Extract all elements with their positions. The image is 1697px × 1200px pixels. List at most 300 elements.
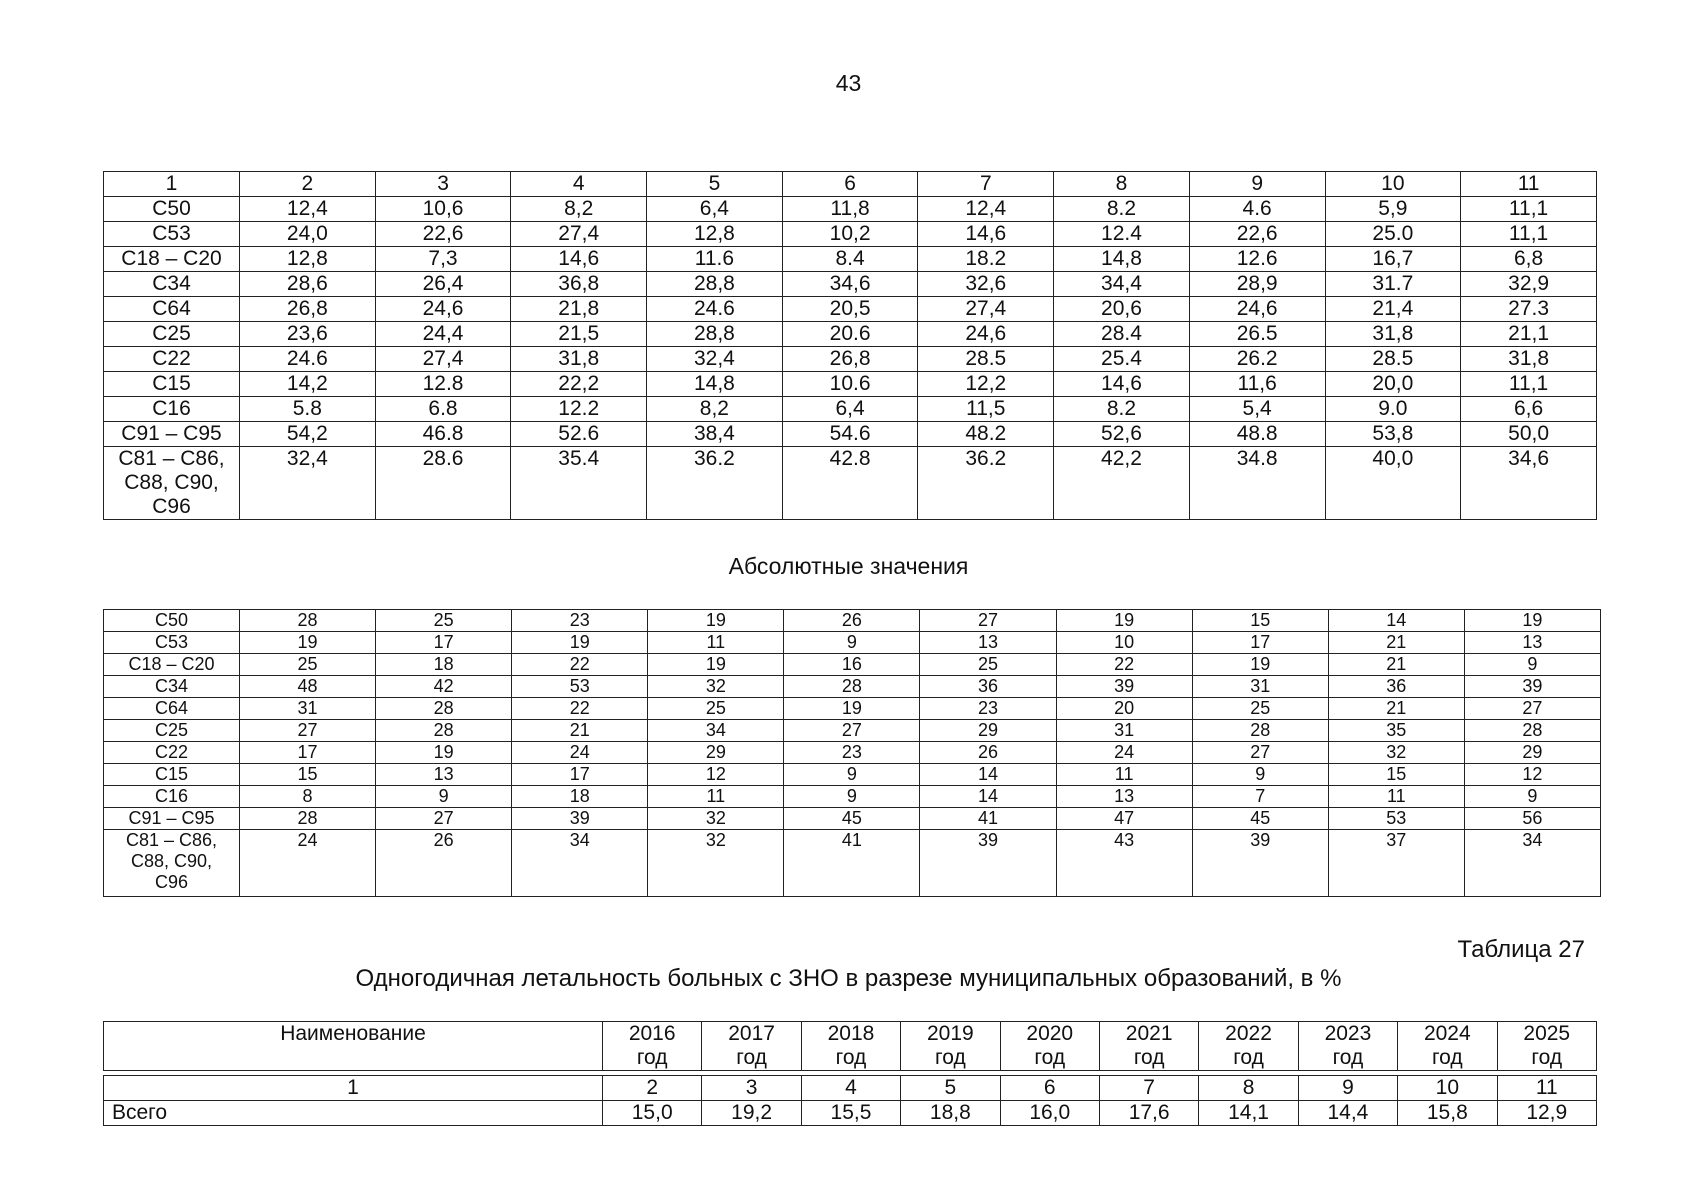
value-cell: 23 bbox=[512, 610, 648, 632]
value-cell: 24,0 bbox=[240, 222, 376, 247]
column-number-cell: 1 bbox=[104, 1076, 603, 1101]
value-cell: 27 bbox=[1464, 698, 1600, 720]
value-cell: 16,0 bbox=[1000, 1101, 1099, 1126]
value-cell: 6,4 bbox=[647, 197, 783, 222]
value-cell: 27,4 bbox=[375, 347, 511, 372]
value-cell: 17,6 bbox=[1099, 1101, 1198, 1126]
value-cell: 28,8 bbox=[647, 272, 783, 297]
value-cell: 6,8 bbox=[1461, 247, 1597, 272]
value-cell: 10,2 bbox=[782, 222, 918, 247]
header-row bbox=[104, 1022, 1597, 1071]
column-number-cell: 11 bbox=[1497, 1076, 1596, 1101]
row-label-cell: C34 bbox=[104, 676, 240, 698]
value-cell: 37 bbox=[1328, 830, 1464, 897]
value-cell: 48.2 bbox=[918, 422, 1054, 447]
value-cell: 14,8 bbox=[647, 372, 783, 397]
value-cell: 12,2 bbox=[918, 372, 1054, 397]
table-row bbox=[104, 422, 1597, 447]
value-cell: 8,2 bbox=[647, 397, 783, 422]
value-cell: 54,2 bbox=[240, 422, 376, 447]
value-cell: 26,4 bbox=[375, 272, 511, 297]
value-cell: 16,7 bbox=[1325, 247, 1461, 272]
value-cell: 42,2 bbox=[1054, 447, 1190, 520]
value-cell: 52,6 bbox=[1054, 422, 1190, 447]
value-cell: 31,8 bbox=[1325, 322, 1461, 347]
value-cell: 15,5 bbox=[801, 1101, 900, 1126]
value-cell: 28,9 bbox=[1189, 272, 1325, 297]
value-cell: 20.6 bbox=[782, 322, 918, 347]
value-cell: 32 bbox=[648, 676, 784, 698]
value-cell: 12.8 bbox=[375, 372, 511, 397]
value-cell: 11,5 bbox=[918, 397, 1054, 422]
row-label-cell: C16 bbox=[104, 786, 240, 808]
value-cell: 14,2 bbox=[240, 372, 376, 397]
column-number-cell: 9 bbox=[1189, 172, 1325, 197]
value-cell: 11.6 bbox=[647, 247, 783, 272]
value-cell: 19 bbox=[1056, 610, 1192, 632]
value-cell: 28 bbox=[376, 698, 512, 720]
value-cell: 36 bbox=[920, 676, 1056, 698]
value-cell: 32,4 bbox=[240, 447, 376, 520]
column-number-cell: 6 bbox=[782, 172, 918, 197]
value-cell: 12.2 bbox=[511, 397, 647, 422]
row-label-cell: C81 – C86, C88, C90, C96 bbox=[104, 830, 240, 897]
value-cell: 24,4 bbox=[375, 322, 511, 347]
value-cell: 21 bbox=[1328, 632, 1464, 654]
table-row bbox=[104, 698, 1601, 720]
value-cell: 14,8 bbox=[1054, 247, 1190, 272]
value-cell: 28 bbox=[240, 610, 376, 632]
value-cell: 34 bbox=[512, 830, 648, 897]
value-cell: 16 bbox=[784, 654, 920, 676]
table-row bbox=[104, 222, 1597, 247]
value-cell: 32 bbox=[1328, 742, 1464, 764]
value-cell: 48.8 bbox=[1189, 422, 1325, 447]
value-cell: 14,1 bbox=[1199, 1101, 1298, 1126]
value-cell: 24.6 bbox=[647, 297, 783, 322]
value-cell: 19 bbox=[240, 632, 376, 654]
row-label-cell: C16 bbox=[104, 397, 240, 422]
value-cell: 32 bbox=[648, 808, 784, 830]
value-cell: 41 bbox=[784, 830, 920, 897]
value-cell: 11,6 bbox=[1189, 372, 1325, 397]
column-number-cell: 5 bbox=[901, 1076, 1000, 1101]
value-cell: 25.4 bbox=[1054, 347, 1190, 372]
year-header-cell: 2016 год bbox=[603, 1022, 702, 1071]
value-cell: 34 bbox=[1464, 830, 1600, 897]
value-cell: 14,6 bbox=[918, 222, 1054, 247]
table-row bbox=[104, 272, 1597, 297]
value-cell: 26 bbox=[784, 610, 920, 632]
value-cell: 34.8 bbox=[1189, 447, 1325, 520]
value-cell: 5.8 bbox=[240, 397, 376, 422]
column-number-cell: 11 bbox=[1461, 172, 1597, 197]
table-row bbox=[104, 197, 1597, 222]
value-cell: 14,4 bbox=[1298, 1101, 1397, 1126]
column-number-row bbox=[104, 172, 1597, 197]
value-cell: 11 bbox=[648, 786, 784, 808]
row-label-cell: C53 bbox=[104, 632, 240, 654]
value-cell: 24,6 bbox=[918, 322, 1054, 347]
value-cell: 9 bbox=[1192, 764, 1328, 786]
value-cell: 50,0 bbox=[1461, 422, 1597, 447]
value-cell: 31,8 bbox=[511, 347, 647, 372]
value-cell: 26 bbox=[376, 830, 512, 897]
value-cell: 6,6 bbox=[1461, 397, 1597, 422]
value-cell: 8 bbox=[240, 786, 376, 808]
value-cell: 35.4 bbox=[511, 447, 647, 520]
value-cell: 22 bbox=[512, 654, 648, 676]
value-cell: 36.2 bbox=[647, 447, 783, 520]
value-cell: 34 bbox=[648, 720, 784, 742]
value-cell: 12.4 bbox=[1054, 222, 1190, 247]
value-cell: 26 bbox=[920, 742, 1056, 764]
column-number-cell: 9 bbox=[1298, 1076, 1397, 1101]
value-cell: 14 bbox=[920, 786, 1056, 808]
value-cell: 43 bbox=[1056, 830, 1192, 897]
value-cell: 53 bbox=[512, 676, 648, 698]
lethality-table bbox=[103, 1021, 1597, 1126]
value-cell: 21,4 bbox=[1325, 297, 1461, 322]
year-header-cell: 2019 год bbox=[901, 1022, 1000, 1071]
value-cell: 14 bbox=[920, 764, 1056, 786]
value-cell: 18,8 bbox=[901, 1101, 1000, 1126]
row-label-cell: C91 – C95 bbox=[104, 808, 240, 830]
value-cell: 29 bbox=[1464, 742, 1600, 764]
value-cell: 11 bbox=[1328, 786, 1464, 808]
column-number-cell: 7 bbox=[1099, 1076, 1198, 1101]
value-cell: 9 bbox=[1464, 654, 1600, 676]
column-number-cell: 1 bbox=[104, 172, 240, 197]
value-cell: 5,9 bbox=[1325, 197, 1461, 222]
value-cell: 13 bbox=[1464, 632, 1600, 654]
row-label-cell: C64 bbox=[104, 698, 240, 720]
value-cell: 28,8 bbox=[647, 322, 783, 347]
row-label-cell: C22 bbox=[104, 742, 240, 764]
year-header-cell: 2024 год bbox=[1398, 1022, 1497, 1071]
value-cell: 38,4 bbox=[647, 422, 783, 447]
value-cell: 19 bbox=[784, 698, 920, 720]
value-cell: 21 bbox=[1328, 698, 1464, 720]
value-cell: 9 bbox=[1464, 786, 1600, 808]
value-cell: 25.0 bbox=[1325, 222, 1461, 247]
value-cell: 34,6 bbox=[1461, 447, 1597, 520]
value-cell: 9 bbox=[376, 786, 512, 808]
row-label-cell: C81 – C86, C88, C90, C96 bbox=[104, 447, 240, 520]
value-cell: 19 bbox=[376, 742, 512, 764]
year-header-cell: 2017 год bbox=[702, 1022, 801, 1071]
value-cell: 17 bbox=[240, 742, 376, 764]
value-cell: 26.2 bbox=[1189, 347, 1325, 372]
value-cell: 54.6 bbox=[782, 422, 918, 447]
value-cell: 28 bbox=[376, 720, 512, 742]
page-number: 43 bbox=[835, 70, 862, 96]
value-cell: 10.6 bbox=[782, 372, 918, 397]
value-cell: 7 bbox=[1192, 786, 1328, 808]
value-cell: 27 bbox=[376, 808, 512, 830]
value-cell: 17 bbox=[376, 632, 512, 654]
value-cell: 22 bbox=[512, 698, 648, 720]
value-cell: 19 bbox=[1192, 654, 1328, 676]
value-cell: 25 bbox=[648, 698, 784, 720]
row-label-cell: C15 bbox=[104, 372, 240, 397]
value-cell: 25 bbox=[376, 610, 512, 632]
value-cell: 27 bbox=[240, 720, 376, 742]
value-cell: 15,8 bbox=[1398, 1101, 1497, 1126]
value-cell: 21,8 bbox=[511, 297, 647, 322]
value-cell: 31,8 bbox=[1461, 347, 1597, 372]
value-cell: 8.2 bbox=[1054, 197, 1190, 222]
row-label-cell: C18 – C20 bbox=[104, 654, 240, 676]
value-cell: 15 bbox=[1328, 764, 1464, 786]
value-cell: 31 bbox=[240, 698, 376, 720]
value-cell: 32 bbox=[648, 830, 784, 897]
value-cell: 34,6 bbox=[782, 272, 918, 297]
value-cell: 5,4 bbox=[1189, 397, 1325, 422]
value-cell: 21,5 bbox=[511, 322, 647, 347]
column-number-cell: 5 bbox=[647, 172, 783, 197]
table-row bbox=[104, 808, 1601, 830]
row-label-cell: C18 – C20 bbox=[104, 247, 240, 272]
value-cell: 10 bbox=[1056, 632, 1192, 654]
column-number-cell: 3 bbox=[702, 1076, 801, 1101]
table-row bbox=[104, 654, 1601, 676]
value-cell: 23 bbox=[784, 742, 920, 764]
value-cell: 19,2 bbox=[702, 1101, 801, 1126]
value-cell: 28.4 bbox=[1054, 322, 1190, 347]
value-cell: 32,6 bbox=[918, 272, 1054, 297]
value-cell: 9.0 bbox=[1325, 397, 1461, 422]
value-cell: 11 bbox=[648, 632, 784, 654]
value-cell: 39 bbox=[920, 830, 1056, 897]
value-cell: 22,6 bbox=[375, 222, 511, 247]
value-cell: 28 bbox=[784, 676, 920, 698]
value-cell: 22 bbox=[1056, 654, 1192, 676]
value-cell: 25 bbox=[240, 654, 376, 676]
table-row bbox=[104, 297, 1597, 322]
table-row bbox=[104, 610, 1601, 632]
column-number-cell: 8 bbox=[1054, 172, 1190, 197]
value-cell: 4.6 bbox=[1189, 197, 1325, 222]
value-cell: 23 bbox=[920, 698, 1056, 720]
year-header-cell: 2022 год bbox=[1199, 1022, 1298, 1071]
row-label-cell: C15 bbox=[104, 764, 240, 786]
value-cell: 34,4 bbox=[1054, 272, 1190, 297]
value-cell: 9 bbox=[784, 786, 920, 808]
value-cell: 48 bbox=[240, 676, 376, 698]
value-cell: 21,1 bbox=[1461, 322, 1597, 347]
year-header-cell: 2025 год bbox=[1497, 1022, 1596, 1071]
row-label-cell: C50 bbox=[104, 197, 240, 222]
value-cell: 29 bbox=[648, 742, 784, 764]
value-cell: 27.3 bbox=[1461, 297, 1597, 322]
value-cell: 27 bbox=[1192, 742, 1328, 764]
value-cell: 53 bbox=[1328, 808, 1464, 830]
row-label-cell: C50 bbox=[104, 610, 240, 632]
value-cell: 20,5 bbox=[782, 297, 918, 322]
value-cell: 7,3 bbox=[375, 247, 511, 272]
value-cell: 39 bbox=[1192, 830, 1328, 897]
table-row bbox=[104, 1101, 1597, 1126]
column-number-row bbox=[104, 1076, 1597, 1101]
value-cell: 31 bbox=[1056, 720, 1192, 742]
value-cell: 11 bbox=[1056, 764, 1192, 786]
value-cell: 11,1 bbox=[1461, 222, 1597, 247]
column-number-cell: 7 bbox=[918, 172, 1054, 197]
table-row bbox=[104, 347, 1597, 372]
value-cell: 18.2 bbox=[918, 247, 1054, 272]
row-label-cell: C22 bbox=[104, 347, 240, 372]
value-cell: 12 bbox=[648, 764, 784, 786]
lethality-table-title: Одногодичная летальность больных с ЗНО в разрезе муниципальных образований, в % bbox=[355, 965, 1342, 992]
row-label-cell: C25 bbox=[104, 720, 240, 742]
column-number-cell: 8 bbox=[1199, 1076, 1298, 1101]
row-label-cell: C64 bbox=[104, 297, 240, 322]
value-cell: 17 bbox=[512, 764, 648, 786]
value-cell: 13 bbox=[920, 632, 1056, 654]
table-row bbox=[104, 632, 1601, 654]
column-number-cell: 2 bbox=[240, 172, 376, 197]
column-number-cell: 10 bbox=[1325, 172, 1461, 197]
value-cell: 9 bbox=[784, 764, 920, 786]
column-number-cell: 4 bbox=[511, 172, 647, 197]
value-cell: 24.6 bbox=[240, 347, 376, 372]
value-cell: 52.6 bbox=[511, 422, 647, 447]
value-cell: 28.6 bbox=[375, 447, 511, 520]
table-row bbox=[104, 372, 1597, 397]
row-label-cell: C34 bbox=[104, 272, 240, 297]
value-cell: 42 bbox=[376, 676, 512, 698]
value-cell: 19 bbox=[512, 632, 648, 654]
value-cell: 18 bbox=[512, 786, 648, 808]
value-cell: 12,8 bbox=[647, 222, 783, 247]
value-cell: 29 bbox=[920, 720, 1056, 742]
value-cell: 24 bbox=[512, 742, 648, 764]
value-cell: 11,1 bbox=[1461, 197, 1597, 222]
value-cell: 12 bbox=[1464, 764, 1600, 786]
value-cell: 25 bbox=[920, 654, 1056, 676]
column-number-cell: 2 bbox=[603, 1076, 702, 1101]
value-cell: 24,6 bbox=[375, 297, 511, 322]
value-cell: 28 bbox=[1464, 720, 1600, 742]
value-cell: 15 bbox=[1192, 610, 1328, 632]
value-cell: 28.5 bbox=[918, 347, 1054, 372]
table-row bbox=[104, 447, 1597, 520]
value-cell: 12,4 bbox=[918, 197, 1054, 222]
value-cell: 21 bbox=[1328, 654, 1464, 676]
value-cell: 28,6 bbox=[240, 272, 376, 297]
absolute-values-title: Абсолютные значения bbox=[728, 553, 969, 579]
value-cell: 24 bbox=[1056, 742, 1192, 764]
value-cell: 6,4 bbox=[782, 397, 918, 422]
value-cell: 36.2 bbox=[918, 447, 1054, 520]
value-cell: 8.2 bbox=[1054, 397, 1190, 422]
value-cell: 24 bbox=[240, 830, 376, 897]
year-header-cell: 2020 год bbox=[1000, 1022, 1099, 1071]
value-cell: 39 bbox=[1464, 676, 1600, 698]
value-cell: 20 bbox=[1056, 698, 1192, 720]
table-number: Таблица 27 bbox=[1457, 936, 1585, 963]
table-row bbox=[104, 676, 1601, 698]
value-cell: 47 bbox=[1056, 808, 1192, 830]
value-cell: 15,0 bbox=[603, 1101, 702, 1126]
column-number-cell: 10 bbox=[1398, 1076, 1497, 1101]
value-cell: 14 bbox=[1328, 610, 1464, 632]
column-number-cell: 3 bbox=[375, 172, 511, 197]
value-cell: 39 bbox=[512, 808, 648, 830]
rates-table bbox=[103, 171, 1597, 520]
value-cell: 12.6 bbox=[1189, 247, 1325, 272]
value-cell: 32,4 bbox=[647, 347, 783, 372]
value-cell: 18 bbox=[376, 654, 512, 676]
value-cell: 19 bbox=[648, 610, 784, 632]
table-row bbox=[104, 786, 1601, 808]
value-cell: 27,4 bbox=[918, 297, 1054, 322]
value-cell: 36,8 bbox=[511, 272, 647, 297]
value-cell: 8,2 bbox=[511, 197, 647, 222]
table-row bbox=[104, 764, 1601, 786]
value-cell: 28.5 bbox=[1325, 347, 1461, 372]
value-cell: 22,2 bbox=[511, 372, 647, 397]
value-cell: 32,9 bbox=[1461, 272, 1597, 297]
value-cell: 28 bbox=[240, 808, 376, 830]
value-cell: 26.5 bbox=[1189, 322, 1325, 347]
value-cell: 19 bbox=[1464, 610, 1600, 632]
value-cell: 27 bbox=[784, 720, 920, 742]
value-cell: 12,4 bbox=[240, 197, 376, 222]
value-cell: 10,6 bbox=[375, 197, 511, 222]
value-cell: 27,4 bbox=[511, 222, 647, 247]
value-cell: 46.8 bbox=[375, 422, 511, 447]
value-cell: 28 bbox=[1192, 720, 1328, 742]
row-label-cell: C91 – C95 bbox=[104, 422, 240, 447]
value-cell: 21 bbox=[512, 720, 648, 742]
name-header-cell: Наименование bbox=[104, 1022, 603, 1071]
value-cell: 13 bbox=[1056, 786, 1192, 808]
value-cell: 14,6 bbox=[1054, 372, 1190, 397]
value-cell: 19 bbox=[648, 654, 784, 676]
value-cell: 17 bbox=[1192, 632, 1328, 654]
value-cell: 15 bbox=[240, 764, 376, 786]
table-row bbox=[104, 322, 1597, 347]
table-row bbox=[104, 720, 1601, 742]
value-cell: 20,6 bbox=[1054, 297, 1190, 322]
value-cell: 53,8 bbox=[1325, 422, 1461, 447]
value-cell: 11,8 bbox=[782, 197, 918, 222]
value-cell: 22,6 bbox=[1189, 222, 1325, 247]
value-cell: 45 bbox=[784, 808, 920, 830]
table-row bbox=[104, 397, 1597, 422]
value-cell: 13 bbox=[376, 764, 512, 786]
value-cell: 41 bbox=[920, 808, 1056, 830]
value-cell: 40,0 bbox=[1325, 447, 1461, 520]
row-label-cell: Всего bbox=[104, 1101, 603, 1126]
absolute-values-table bbox=[103, 609, 1601, 897]
column-number-cell: 6 bbox=[1000, 1076, 1099, 1101]
column-number-cell: 4 bbox=[801, 1076, 900, 1101]
value-cell: 36 bbox=[1328, 676, 1464, 698]
value-cell: 31.7 bbox=[1325, 272, 1461, 297]
table-row bbox=[104, 247, 1597, 272]
value-cell: 35 bbox=[1328, 720, 1464, 742]
value-cell: 12,8 bbox=[240, 247, 376, 272]
value-cell: 39 bbox=[1056, 676, 1192, 698]
year-header-cell: 2018 год bbox=[801, 1022, 900, 1071]
value-cell: 25 bbox=[1192, 698, 1328, 720]
value-cell: 8.4 bbox=[782, 247, 918, 272]
value-cell: 26,8 bbox=[782, 347, 918, 372]
row-label-cell: C25 bbox=[104, 322, 240, 347]
